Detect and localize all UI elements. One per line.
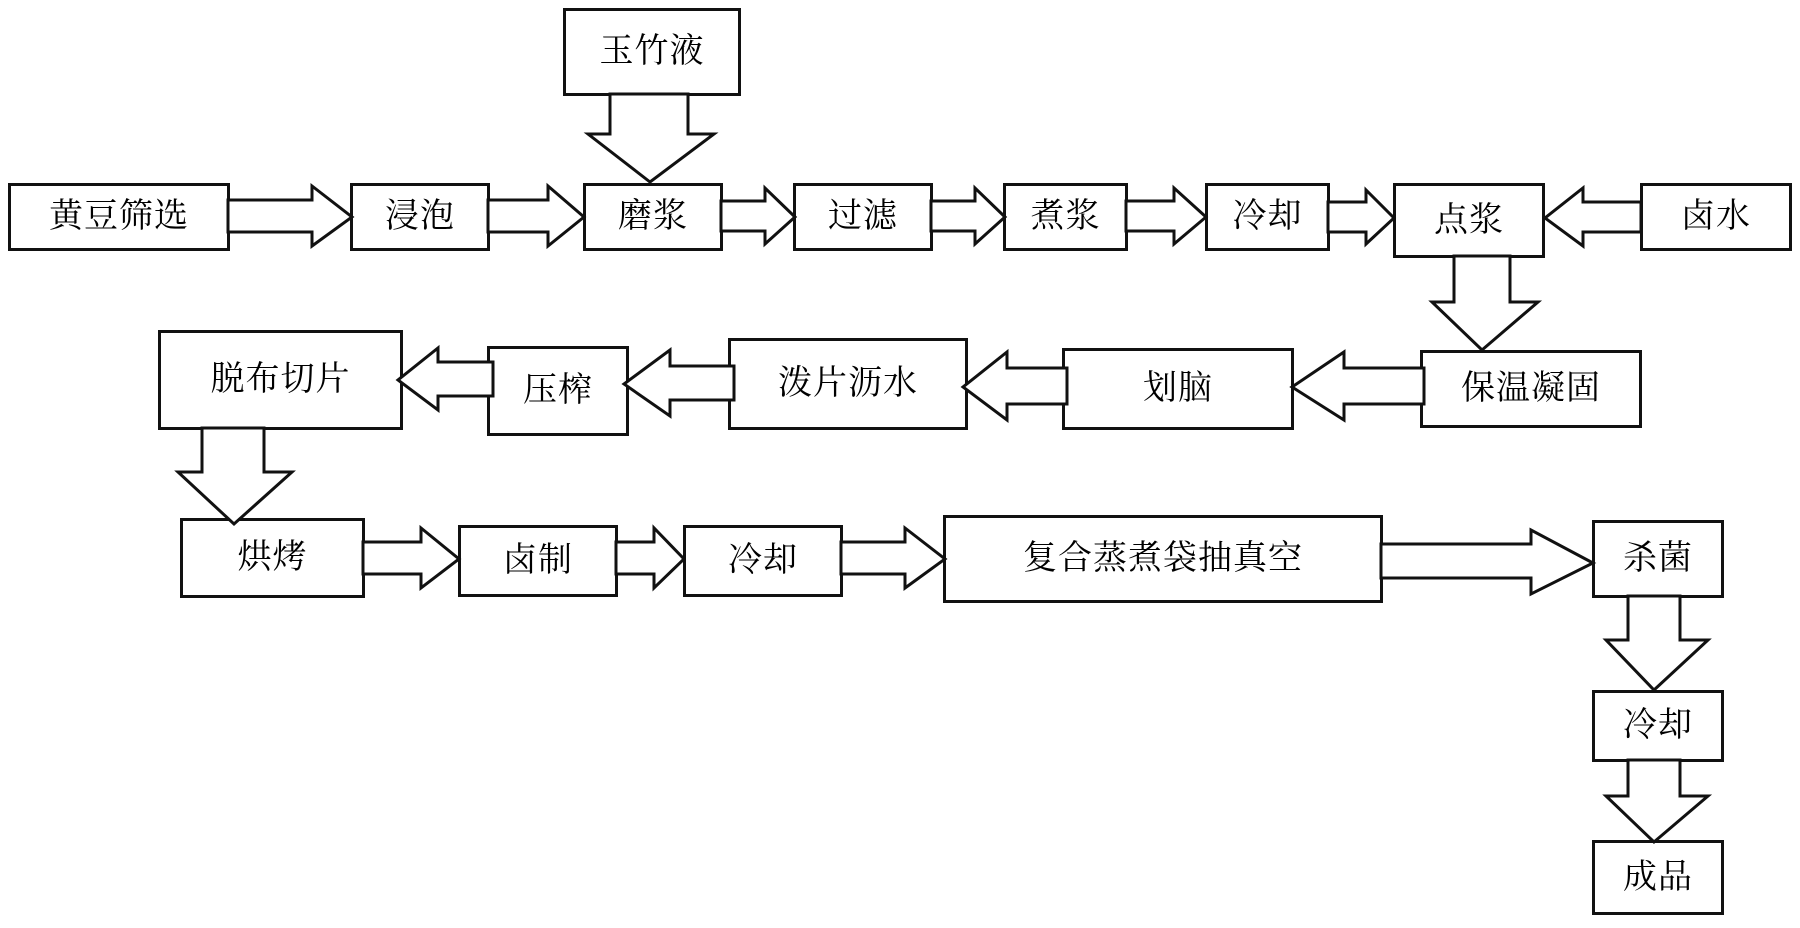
- node-label: 成品: [1623, 856, 1693, 897]
- arrow-yuzhuye-to-mojiang: [588, 94, 718, 184]
- node-label: 划脑: [1143, 368, 1213, 409]
- node-label: 冷却: [728, 540, 798, 581]
- arrow-lengque3-to-chengpin: [1606, 760, 1712, 844]
- arrow-mojiang-to-guolv: [721, 188, 797, 246]
- node-baowen-ninggu: [1420, 350, 1642, 428]
- node-dianjiang: [1393, 183, 1545, 258]
- node-label: 黄豆筛选: [49, 196, 189, 237]
- node-label: 卤制: [503, 540, 573, 581]
- node-yazha: [487, 346, 629, 436]
- arrow-huangdou-to-jinpao: [228, 186, 354, 248]
- arrow-lengque2-to-fuhe: [841, 528, 947, 590]
- node-lengque-2: [683, 525, 843, 597]
- node-hongkao: [180, 518, 365, 598]
- node-huanao: [1062, 348, 1294, 430]
- arrow-hongkao-to-luzhi: [363, 528, 461, 590]
- node-huangdou-shaixuan: [8, 183, 230, 251]
- node-zhujiang: [1003, 183, 1128, 251]
- node-label: 冷却: [1232, 196, 1303, 237]
- node-label: 杀菌: [1623, 538, 1693, 579]
- arrow-luzhi-to-lengque2: [616, 528, 686, 590]
- node-label: 卤水: [1681, 196, 1751, 237]
- node-luzhi: [458, 525, 618, 597]
- node-label: 煮浆: [1030, 196, 1101, 237]
- arrow-huanao-to-popian: [963, 352, 1067, 422]
- arrow-dianjiang-to-baowen: [1432, 256, 1542, 352]
- node-shajun: [1592, 520, 1724, 598]
- node-yuzhuye: [563, 8, 741, 96]
- node-label: 过滤: [828, 196, 898, 237]
- node-label: 压榨: [523, 370, 593, 411]
- node-label: 复合蒸煮袋抽真空: [1023, 538, 1303, 579]
- node-label: 泼片沥水: [778, 363, 918, 404]
- node-lengque-3: [1592, 690, 1724, 762]
- node-label: 玉竹液: [599, 31, 705, 72]
- arrow-jinpao-to-mojiang: [488, 186, 586, 248]
- node-label: 浸泡: [385, 196, 455, 237]
- node-fuhe-zhengzhudai-chouzhenkong: [943, 515, 1383, 603]
- arrow-fuhe-to-shajun: [1381, 530, 1595, 596]
- node-label: 烘烤: [237, 537, 308, 578]
- node-lushui: [1640, 183, 1792, 251]
- node-label: 磨浆: [618, 196, 688, 237]
- arrow-guolv-to-zhujiang: [931, 188, 1007, 246]
- arrow-lengque1-to-dianjiang: [1328, 190, 1396, 246]
- arrow-lushui-to-dianjiang: [1545, 188, 1641, 248]
- arrow-zhujiang-to-lengque1: [1126, 188, 1208, 246]
- node-label: 点浆: [1434, 199, 1504, 240]
- arrow-baowen-to-huanao: [1292, 352, 1424, 422]
- node-tuobu-qiepian: [158, 330, 403, 430]
- arrow-popian-to-yazha: [624, 350, 734, 418]
- node-popian-lishui: [728, 338, 968, 430]
- node-mojiang: [583, 183, 723, 251]
- node-label: 保温凝固: [1461, 368, 1601, 409]
- arrow-shajun-to-lengque3: [1606, 596, 1712, 692]
- node-label: 脱布切片: [210, 359, 351, 400]
- arrow-tuobu-to-hongkao: [178, 428, 298, 526]
- node-lengque-1: [1205, 183, 1330, 251]
- node-guolv: [793, 183, 933, 251]
- node-label: 冷却: [1623, 705, 1693, 746]
- node-jinpao: [350, 183, 490, 251]
- node-chengpin: [1592, 840, 1724, 915]
- arrow-yazha-to-tuobu: [398, 348, 493, 412]
